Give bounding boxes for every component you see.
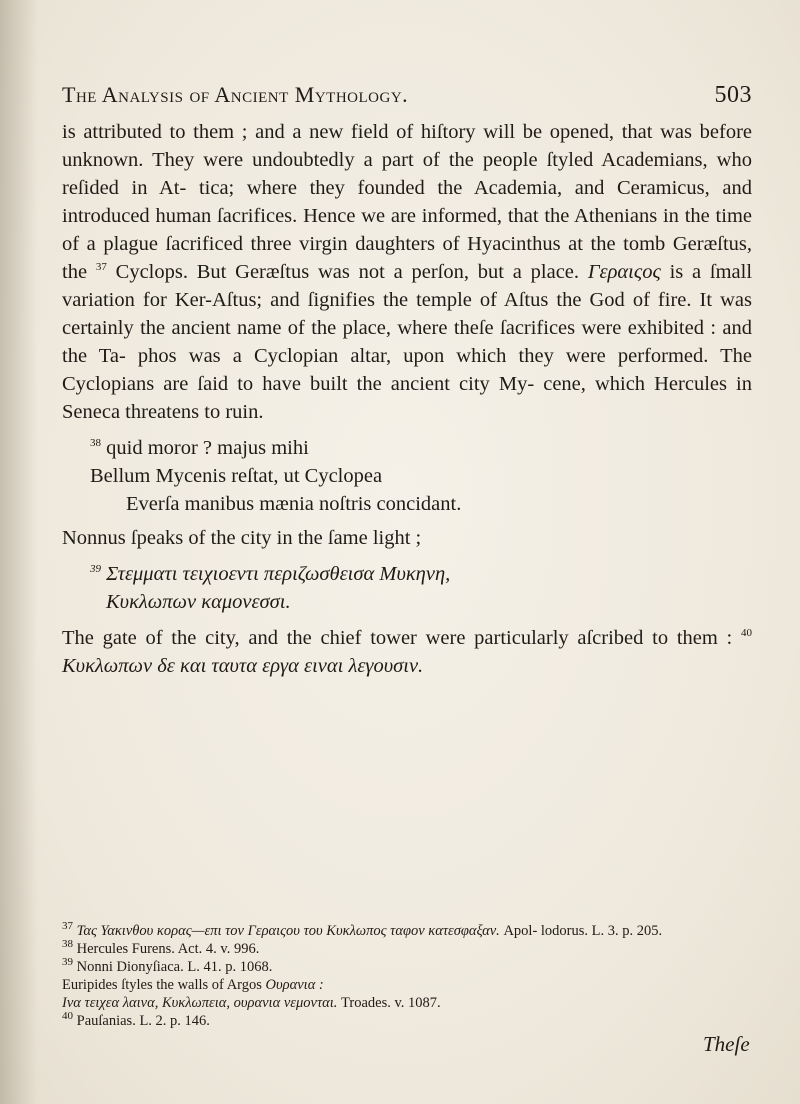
running-head	[62, 82, 752, 109]
greek-line-1: $^{39}$ Στεμματι τειχιοεντι περιζωσθεισα Μυκηνη,	[90, 563, 451, 585]
paragraph-1	[62, 118, 752, 426]
footnote-euripides: Euripides ſtyles the walls of Argos Ουρανια :	[62, 977, 324, 993]
body-text	[62, 118, 752, 680]
paragraph-3	[62, 624, 752, 680]
paragraph-1-tail: is a ſmall variation for Ker-Aſtus; and ſignifies the temple of Aſtus the God of fire. It was certainly the ancient name of the place, where theſe ſacrifices were exhibited : and the Ta- phos was a Cyclopian altar, upon which they were performed. The Cyclopians are ſaid to have built the ancient city My- cene, which Hercules in Seneca threatens to ruin.	[62, 261, 753, 423]
greek-quote-inline: Κυκλωπων δε και ταυτα εργα ειναι λεγουσιν.	[62, 655, 424, 677]
verse-line-3: Everſa manibus mænia noſtris concidant.	[126, 493, 462, 515]
footnote-ref-37: 37	[95, 261, 107, 274]
catchword: Theſe	[703, 1032, 750, 1056]
footnote-ref-38: 38	[90, 437, 101, 450]
footnote-ref-40: 40	[741, 627, 753, 640]
page-number: 503	[714, 82, 752, 108]
paragraph-1-text: is attributed to them ; and a new field of hiſtory will be opened, that was before unknown. They were undoubtedly a part of the people ſtyled Academians, who reſided in At- tica; where they founded the Academia, and Ceramicus, and introduced human ſacrifices. Hence we are informed, that the Athenians in the time of a plague ſacrificed three virgin daughters of Hyacinthus at the tomb Geræſtus, the	[62, 121, 752, 283]
footnote-ref-39: 39	[90, 563, 101, 576]
footnote-38: $^{38}$ Hercules Furens. Act. 4. v. 996.	[62, 938, 260, 957]
paragraph-2: Nonnus ſpeaks of the city in the ſame light ;	[62, 527, 422, 549]
greek-word-geraistos: Γεραιςος	[587, 261, 661, 283]
footnote-euripides-quote: Ινα τειχεα λαινα, Κυκλωπεια, ουρανια νεμονται. Troades. v. 1087.	[62, 995, 441, 1011]
greek-line-2: Κυκλωπων καμονεσσι.	[106, 591, 291, 613]
greek-quote	[62, 560, 752, 616]
footnote-37: $^{37}$ Τας Υακινθου κορας—επι τον Γεραιςου του Κυκλωπος ταφον κατεσφαξαν. Apol- lodorus. L. 3. p. 205.	[62, 920, 663, 939]
running-title: The Analysis of Ancient Mythology.	[62, 82, 409, 107]
verse-line-1: $^{38}$ quid moror ? majus mihi	[90, 437, 309, 459]
paragraph-1-cont: Cyclops. But Geræſtus was not a perſon, but a place.	[115, 261, 580, 283]
footnote-40: $^{40}$ Pauſanias. L. 2. p. 146.	[62, 1010, 210, 1029]
footnotes	[62, 922, 752, 1030]
paragraph-3-text: The gate of the city, and the chief tower were particularly aſcribed to them :	[62, 627, 733, 649]
footnote-39: $^{39}$ Nonni Dionyſiaca. L. 41. p. 1068.	[62, 956, 273, 975]
latin-verse	[62, 434, 752, 518]
verse-line-2: Bellum Mycenis reſtat, ut Cyclopea	[90, 465, 383, 487]
page-binding-shadow	[0, 0, 38, 1104]
